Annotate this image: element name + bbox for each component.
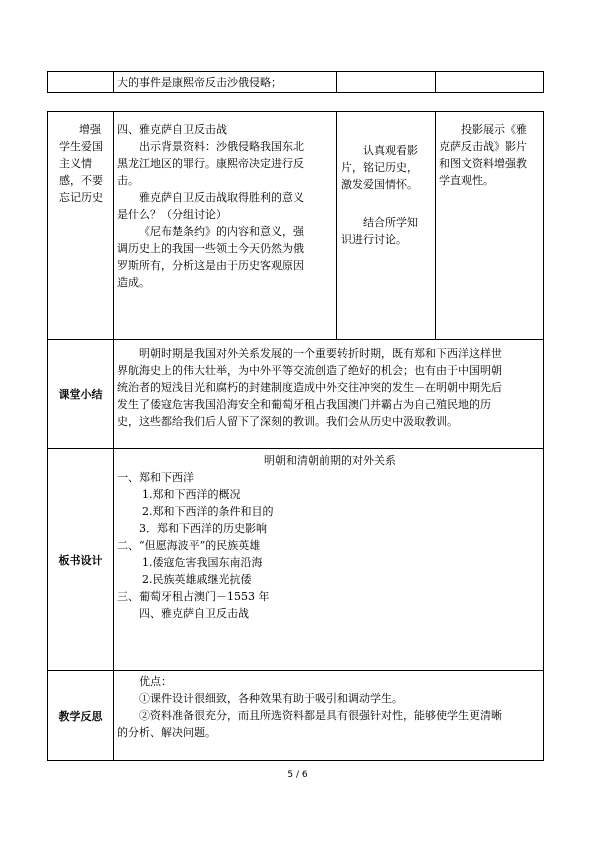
reflection-line: 的分析、解决问题。 <box>117 726 216 739</box>
board-line: 1.郑和下西洋的概况 <box>142 488 241 501</box>
board-line: 1.倭寇危害我国东南沿海 <box>142 556 263 569</box>
content-line: 是什么？（分组讨论） <box>117 208 227 221</box>
reflection-line: ①课件设计很细致，各种效果有助于吸引和调动学生。 <box>139 692 403 705</box>
top-row-text: 大的事件是康熙帝反击沙俄侵略； <box>117 76 282 89</box>
page-number: 5 / 6 <box>287 770 308 780</box>
board-line: 二、“但愿海波平”的民族英雄 <box>117 539 261 552</box>
content-line: 调历史上的我国一些领土今天仍然为俄 <box>117 242 304 255</box>
board-line: 一、郑和下西洋 <box>117 471 194 484</box>
summary-label: 课堂小结 <box>58 388 103 401</box>
student-line: 认真观看影 <box>363 144 418 157</box>
purpose-line: 感，不要 <box>59 174 103 187</box>
board-content-cell <box>114 449 544 671</box>
top-cell-empty-3 <box>436 72 544 93</box>
reflection-label-cell <box>48 671 114 761</box>
content-line: 造成。 <box>117 276 150 289</box>
reflection-content-cell <box>114 671 544 761</box>
board-line: 三、葡萄牙租占澳门－1553 年 <box>117 590 270 603</box>
reflection-line: 优点： <box>139 675 172 688</box>
reflection-label: 教学反思 <box>58 709 103 723</box>
summary-line: 统治者的短浅目光和腐朽的封建制度造成中外交往冲突的发生－在明朝中期先后 <box>117 381 502 394</box>
summary-label-cell <box>48 340 114 449</box>
top-cell-empty-2 <box>337 72 436 93</box>
media-line: 克萨反击战》影片 <box>439 140 527 153</box>
student-line: 识进行讨论。 <box>341 233 407 246</box>
media-line: 投影展示《雅 <box>461 123 527 136</box>
student-line: 片，铭记历史， <box>341 161 418 174</box>
content-cell <box>114 112 337 340</box>
media-cell <box>436 112 544 340</box>
board-line: 2.郑和下西洋的条件和目的 <box>142 505 274 518</box>
summary-content-cell <box>114 340 544 449</box>
board-line: 3．郑和下西洋的历史影响 <box>139 522 267 535</box>
purpose-cell <box>48 112 114 340</box>
content-line: 出示背景资料：沙俄侵略我国东北 <box>139 140 304 153</box>
board-label-cell <box>48 449 114 671</box>
student-line: 激发爱国情怀。 <box>341 178 418 191</box>
board-line: 2.民族英雄戚继光抗倭 <box>142 573 252 586</box>
media-line: 学直观性。 <box>439 174 494 187</box>
content-line: 黑龙江地区的罪行。康熙帝决定进行反 <box>117 157 304 170</box>
summary-line: 明朝时期是我国对外关系发展的一个重要转折时期，既有郑和下西洋这样世 <box>139 347 502 360</box>
top-cell-empty-1 <box>48 72 114 93</box>
student-line: 结合所学知 <box>363 216 418 229</box>
content-line: 《尼布楚条约》的内容和意义，强 <box>139 225 304 238</box>
top-cell-text <box>114 72 337 93</box>
media-line: 和图文资料增强教 <box>439 157 527 170</box>
purpose-line: 主义情 <box>59 157 92 170</box>
board-label: 板书设计 <box>58 553 103 567</box>
board-line: 四、雅克萨自卫反击战 <box>139 607 249 620</box>
content-line: 罗斯所有，分析这是由于历史客观原因 <box>117 259 304 272</box>
summary-line: 发生了倭寇危害我国沿海安全和葡萄牙租占我国澳门并霸占为自己殖民地的历 <box>117 398 491 411</box>
top-table <box>47 71 544 93</box>
reflection-line: ②资料准备很充分，而且所选资料都是具有很强针对性，能够使学生更清晰 <box>139 709 502 722</box>
student-cell <box>337 112 436 340</box>
purpose-line: 学生爱国 <box>59 140 103 153</box>
content-line: 击。 <box>117 174 139 187</box>
summary-line: 史，这些都给我们后人留下了深刻的教训。我们会从历史中汲取教训。 <box>117 415 458 428</box>
purpose-line: 增强 <box>79 123 101 136</box>
section-title: 四、雅克萨自卫反击战 <box>117 123 227 136</box>
board-title: 明朝和清朝前期的对外关系 <box>264 454 396 467</box>
content-line: 雅克萨自卫反击战取得胜利的意义 <box>139 191 304 204</box>
main-table <box>47 111 544 761</box>
purpose-line: 忘记历史 <box>59 191 103 204</box>
summary-line: 界航海史上的伟大壮举，为中外平等交流创造了绝好的机会；也有由于中国明朝 <box>117 364 502 377</box>
